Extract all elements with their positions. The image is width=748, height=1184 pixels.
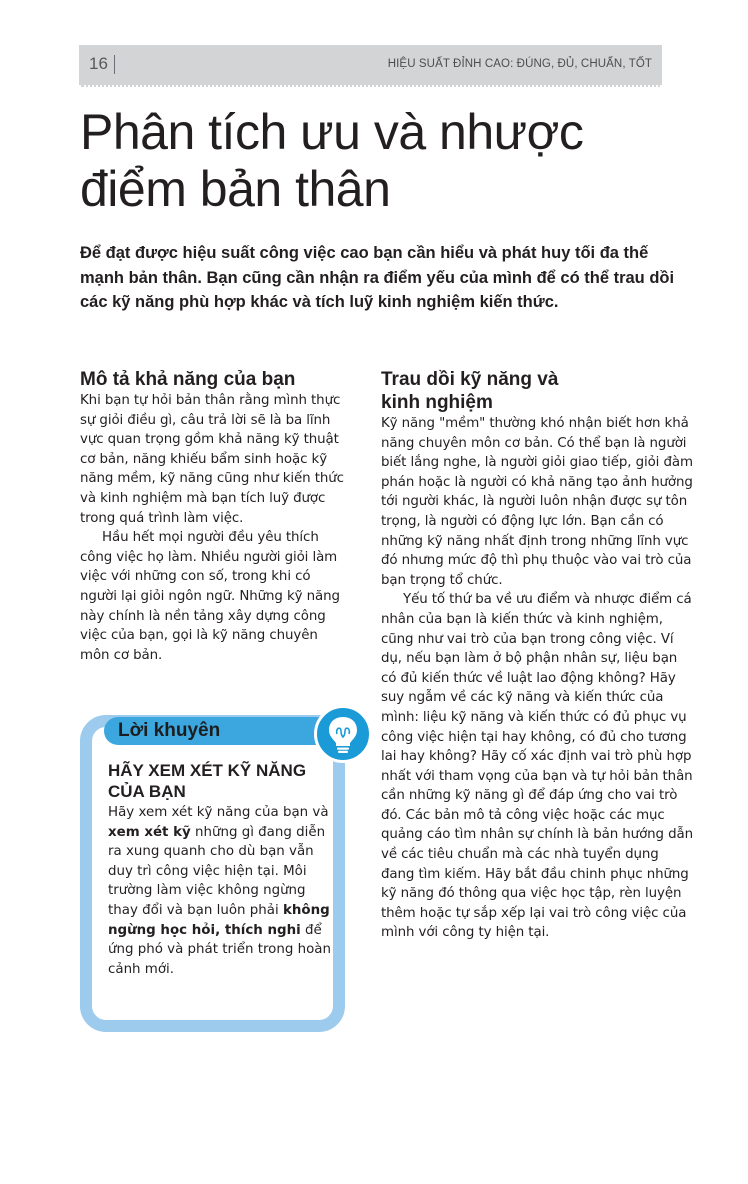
right-column [381,368,693,943]
tip-label-text: Lời khuyên [118,720,221,741]
body-paragraph-text: Yếu tố thứ ba về ưu điểm và nhược điểm cá nhân của bạn là kiến thức và kinh nghiệm, cũng như vai trò của bạn trong công việc. Ví dụ, nếu bạn làm ở bộ phận nhân sự, liệu bạn có đủ kiến thức về luật lao động không? Hãy suy ngẫm về các kỹ năng và kiến thức của mình: liệu kỹ năng và kiến thức có đủ phục vụ công việc hiện tại hay không, có đủ cho tương lai hay không? Hãy cố xác định vai trò phù hợp nhất với tham vọng của bạn và tự hỏi bản thân cần những kỹ năng gì để đáp ứng cho vai trò đó. Các bản mô tả công việc hoặc các mục quảng cáo tìm nhân sự chính là bản hướng dẫn về các tiêu chuẩn mà các nhà tuyển dụng đang tìm kiếm. Hãy bắt đầu chinh phục những kỹ năng đó thông qua việc học tập, rèn luyện thêm hoặc tự sắp xếp lại vai trò công việc của mình với công ty hiện tại. [381,592,693,941]
body-paragraph [80,528,348,665]
title-line-1: Phân tích ưu và nhược [80,104,584,160]
body-paragraph: Kỹ năng "mềm" thường khó nhận biết hơn khả năng chuyên môn cơ bản. Có thể bạn là người biết lắng nghe, là người giỏi giao tiếp, giỏi đàm phán hoặc là người có khả năng tạo ảnh hưởng tới người khác, là người luôn nhận được sự tôn trọng, là người có động lực lớn. Bạn cần có những kỹ năng nhất định trong những lĩnh vực đó nhưng mức độ thì phụ thuộc vào vai trò của bạn trọng tổ chức. [381,416,693,588]
tip-label [104,717,330,745]
lightbulb-icon [314,705,372,763]
tip-text: để ứng phó và phát triển trong hoàn cảnh mới. [108,922,331,977]
tip-heading: HÃY XEM XÉT KỸ NĂNG CỦA BẠN [108,761,307,801]
tip-emphasis: không ngừng học hỏi, thích nghi [108,902,330,938]
running-title: HIỆU SUẤT ĐỈNH CAO: ĐÚNG, ĐỦ, CHUẨN, TỐT [387,58,652,70]
section-heading-describe-abilities: Mô tả khả năng của bạn [80,369,296,390]
tip-body [108,803,336,979]
body-paragraph [381,590,693,943]
page-title [80,104,700,218]
left-column [80,368,348,665]
header-divider [114,55,115,74]
page-number: 16 [89,54,108,73]
section-heading-develop-skills: Trau dồi kỹ năng và kinh nghiệm [381,369,559,413]
tip-content [108,760,336,979]
tip-text: Hãy xem xét kỹ năng của bạn và [108,805,329,820]
running-header [79,45,662,87]
title-line-2: điểm bản thân [80,161,391,217]
body-paragraph-text: Hầu hết mọi người đều yêu thích công việc họ làm. Nhiều người giỏi làm việc với những con số, trong khi có người lại giỏi ngôn ngữ. Những kỹ năng này chính là nền tảng xây dựng công việc của bạn, gọi là kỹ năng chuyên môn cơ bản. [80,530,340,663]
body-paragraph: Khi bạn tự hỏi bản thân rằng mình thực sự giỏi điều gì, câu trả lời sẽ là ba lĩnh vực quan trọng gồm khả năng kỹ thuật cơ bản, năng khiếu bẩm sinh hoặc kỹ năng mềm, kỹ năng cũng như kiến thức và kinh nghiệm mà bạn tích luỹ được trong quá trình làm việc. [80,393,344,526]
tip-emphasis: xem xét kỹ [108,824,191,840]
intro-paragraph: Để đạt được hiệu suất công việc cao bạn cần hiểu và phát huy tối đa thế mạnh bản thân. Bạn cũng cần nhận ra điểm yếu của mình để có thể trau dồi các kỹ năng phù hợp khác và tích luỹ kinh nghiệm kiến thức. [80,244,675,311]
lightbulb-icon-graphic [317,708,369,760]
tip-text: những gì đang diễn ra xung quanh cho dù bạn vẫn duy trì công việc hiện tại. Môi trường làm việc không ngừng thay đổi và bạn luôn phải [108,824,326,918]
